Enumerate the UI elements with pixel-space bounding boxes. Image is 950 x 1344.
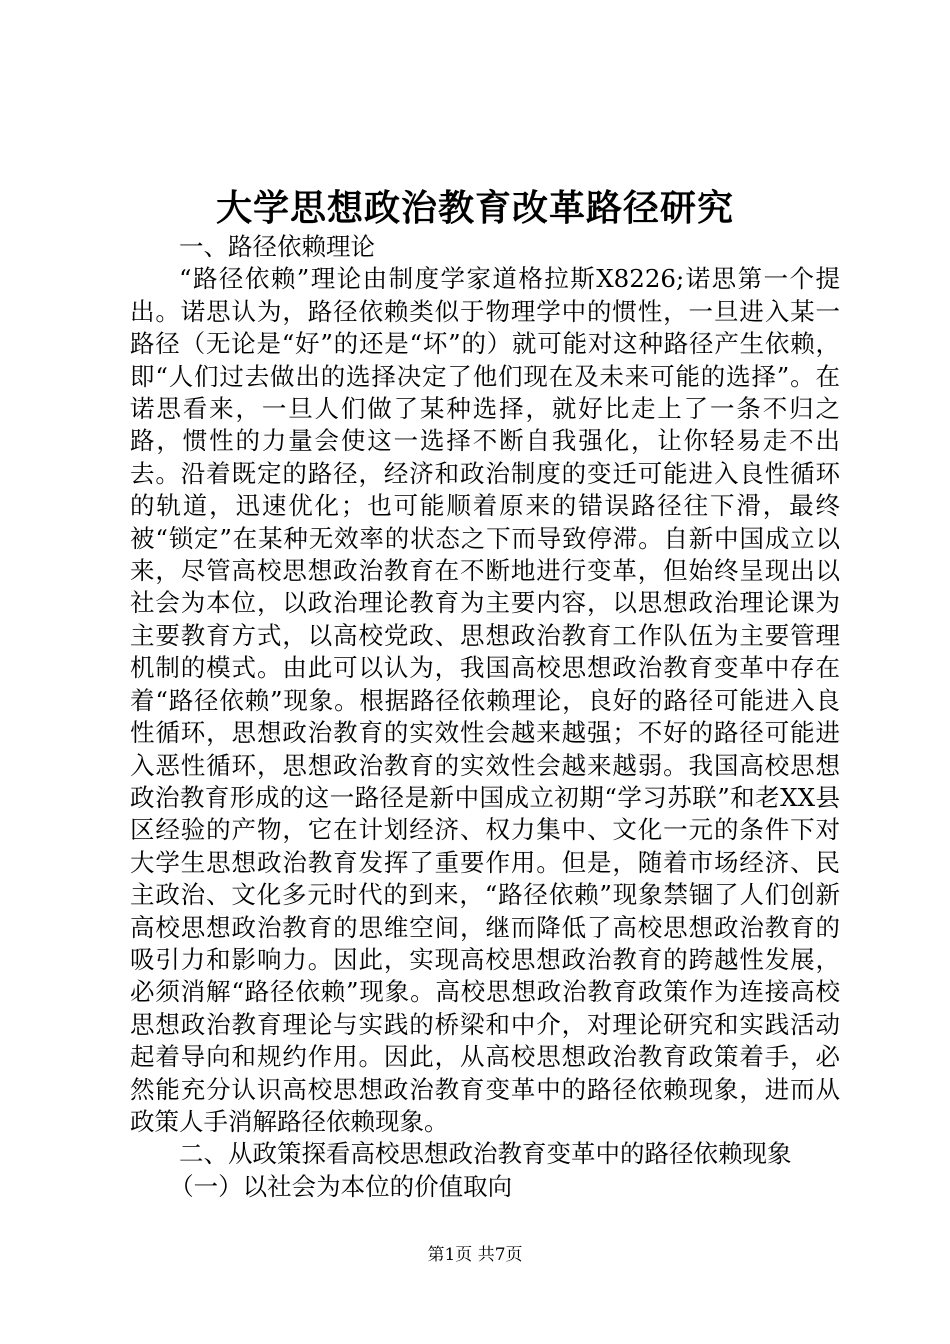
subsection-heading-1: （一）以社会为本位的价值取向 <box>169 1171 513 1201</box>
section-heading-2: 二、从政策探看高校思想政治教育变革中的路径依赖现象 <box>179 1139 792 1169</box>
section-heading-1: 一、路径依赖理论 <box>179 232 375 261</box>
document-body <box>130 231 840 1203</box>
paragraph-1: “路径依赖”理论由制度学家道格拉斯X8226;诺思第一个提出。诺思认为，路径依赖类似于物理学中的惯性，一旦进入某一路径（无论是“好”的还是“坏”的）就可能对这种路径产生依赖，即“人们过去做出的选择决定了他们现在及未来可能的选择”。在诺思看来，一旦人们做了某种选择，就好比走上了一条不归之路，惯性的力量会使这一选择不断自我强化，让你轻易走不出去。沿着既定的路径，经济和政治制度的变迁可能进入良性循环的轨道，迅速优化；也可能顺着原来的错误路径往下滑，最终被“锁定”在某种无效率的状态之下而导致停滞。自新中国成立以来，尽管高校思想政治教育在不断地进行变革，但始终呈现出以社会为本位，以政治理论教育为主要内容，以思想政治理论课为主要教育方式，以高校党政、思想政治教育工作队伍为主要管理机制的模式。由此可以认为，我国高校思想政治教育变革中存在着“路径依赖”现象。根据路径依赖理论，良好的路径可能进入良性循环，思想政治教育的实效性会越来越强；不好的路径可能进入恶性循环，思想政治教育的实效性会越来越弱。我国高校思想政治教育形成的这一路径是新中国成立初期“学习苏联”和老XX县区经验的产物，它在计划经济、权力集中、文化一元的条件下对大学生思想政治教育发挥了重要作用。但是，随着市场经济、民主政治、文化多元时代的到来，“路径依赖”现象禁锢了人们创新高校思想政治教育的思维空间，继而降低了高校思想政治教育的吸引力和影响力。因此，实现高校思想政治教育的跨越性发展，必须消解“路径依赖”现象。高校思想政治教育政策作为连接高校思想政治教育理论与实践的桥梁和中介，对理论研究和实践活动起着导向和规约作用。因此，从高校思想政治教育政策着手，必然能充分认识高校思想政治教育变革中的路径依赖现象，进而从政策人手消解路径依赖现象。 <box>130 264 840 1136</box>
document-title: 大学思想政治教育改革路径研究 <box>215 187 734 229</box>
page-number-footer: 第1页 共7页 <box>427 1245 523 1265</box>
